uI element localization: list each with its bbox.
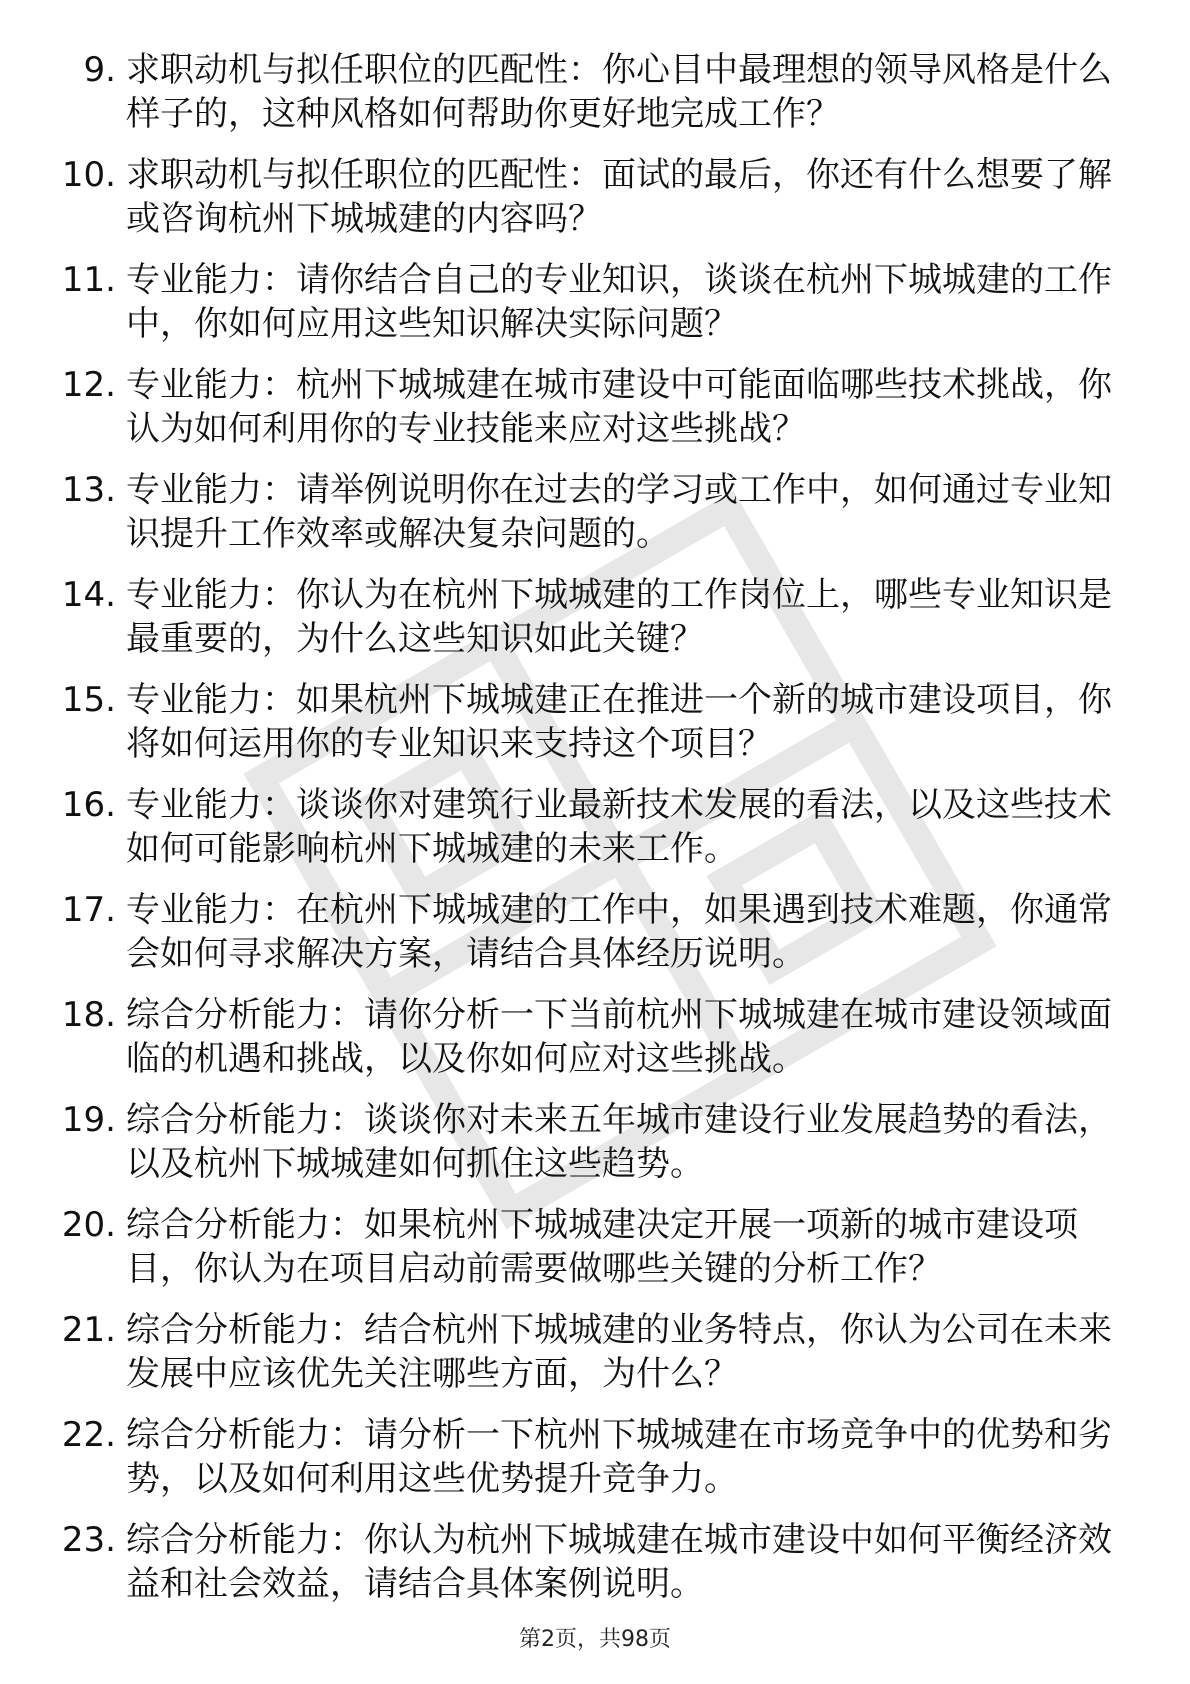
question-text: 综合分析能力：如果杭州下城城建决定开展一项新的城市建设项目，你认为在项目启动前需要做哪些关键的分析工作？ [126, 1205, 1078, 1289]
question-item [60, 1413, 1120, 1501]
question-item [60, 48, 1120, 136]
question-text: 综合分析能力：你认为杭州下城城建在城市建设中如何平衡经济效益和社会效益，请结合具体案例说明。 [126, 1520, 1112, 1604]
question-number: 11. [61, 260, 116, 300]
question-text: 求职动机与拟任职位的匹配性：面试的最后，你还有什么想要了解或咨询杭州下城城建的内容吗？ [126, 155, 1112, 239]
question-number: 12. [61, 365, 116, 405]
question-item [60, 888, 1120, 976]
question-number: 13. [61, 470, 116, 510]
question-number: 19. [61, 1100, 116, 1140]
question-number: 16. [61, 785, 116, 825]
question-item [60, 678, 1120, 766]
question-item [60, 1203, 1120, 1291]
question-list [60, 48, 1120, 1623]
question-number: 14. [61, 575, 116, 615]
question-item [60, 1518, 1120, 1606]
question-item [60, 363, 1120, 451]
question-number: 15. [61, 680, 116, 720]
question-item [60, 783, 1120, 871]
question-text: 专业能力：请举例说明你在过去的学习或工作中，如何通过专业知识提升工作效率或解决复杂问题的。 [126, 470, 1112, 554]
question-item [60, 468, 1120, 556]
question-text: 综合分析能力：请你分析一下当前杭州下城城建在城市建设领域面临的机遇和挑战，以及你如何应对这些挑战。 [126, 995, 1112, 1079]
question-number: 21. [61, 1310, 116, 1350]
question-text: 专业能力：如果杭州下城城建正在推进一个新的城市建设项目，你将如何运用你的专业知识来支持这个项目？ [126, 680, 1112, 764]
question-number: 18. [61, 995, 116, 1035]
question-text: 综合分析能力：谈谈你对未来五年城市建设行业发展趋势的看法，以及杭州下城城建如何抓住这些趋势。 [126, 1100, 1112, 1184]
question-number: 20. [61, 1205, 116, 1245]
question-item [60, 573, 1120, 661]
question-text: 专业能力：请你结合自己的专业知识，谈谈在杭州下城城建的工作中，你如何应用这些知识解决实际问题？ [126, 260, 1112, 344]
question-number: 9. [83, 50, 116, 90]
page-number: 第2页，共98页 [519, 1627, 671, 1652]
question-text: 专业能力：谈谈你对建筑行业最新技术发展的看法，以及这些技术如何可能影响杭州下城城建的未来工作。 [126, 785, 1112, 869]
question-item [60, 993, 1120, 1081]
question-item [60, 1098, 1120, 1186]
question-text: 求职动机与拟任职位的匹配性：你心目中最理想的领导风格是什么样子的，这种风格如何帮助你更好地完成工作？ [126, 50, 1112, 134]
question-text: 综合分析能力：结合杭州下城城建的业务特点，你认为公司在未来发展中应该优先关注哪些方面，为什么？ [126, 1310, 1112, 1394]
question-text: 综合分析能力：请分析一下杭州下城城建在市场竞争中的优势和劣势，以及如何利用这些优势提升竞争力。 [126, 1415, 1112, 1499]
question-number: 23. [61, 1520, 116, 1560]
question-item [60, 1308, 1120, 1396]
question-text: 专业能力：杭州下城城建在城市建设中可能面临哪些技术挑战，你认为如何利用你的专业技能来应对这些挑战？ [126, 365, 1112, 449]
question-item [60, 153, 1120, 241]
question-number: 17. [61, 890, 116, 930]
question-number: 10. [61, 155, 116, 195]
question-item [60, 258, 1120, 346]
question-number: 22. [61, 1415, 116, 1455]
question-text: 专业能力：你认为在杭州下城城建的工作岗位上，哪些专业知识是最重要的，为什么这些知识如此关键？ [126, 575, 1112, 659]
question-text: 专业能力：在杭州下城城建的工作中，如果遇到技术难题，你通常会如何寻求解决方案，请结合具体经历说明。 [126, 890, 1112, 974]
